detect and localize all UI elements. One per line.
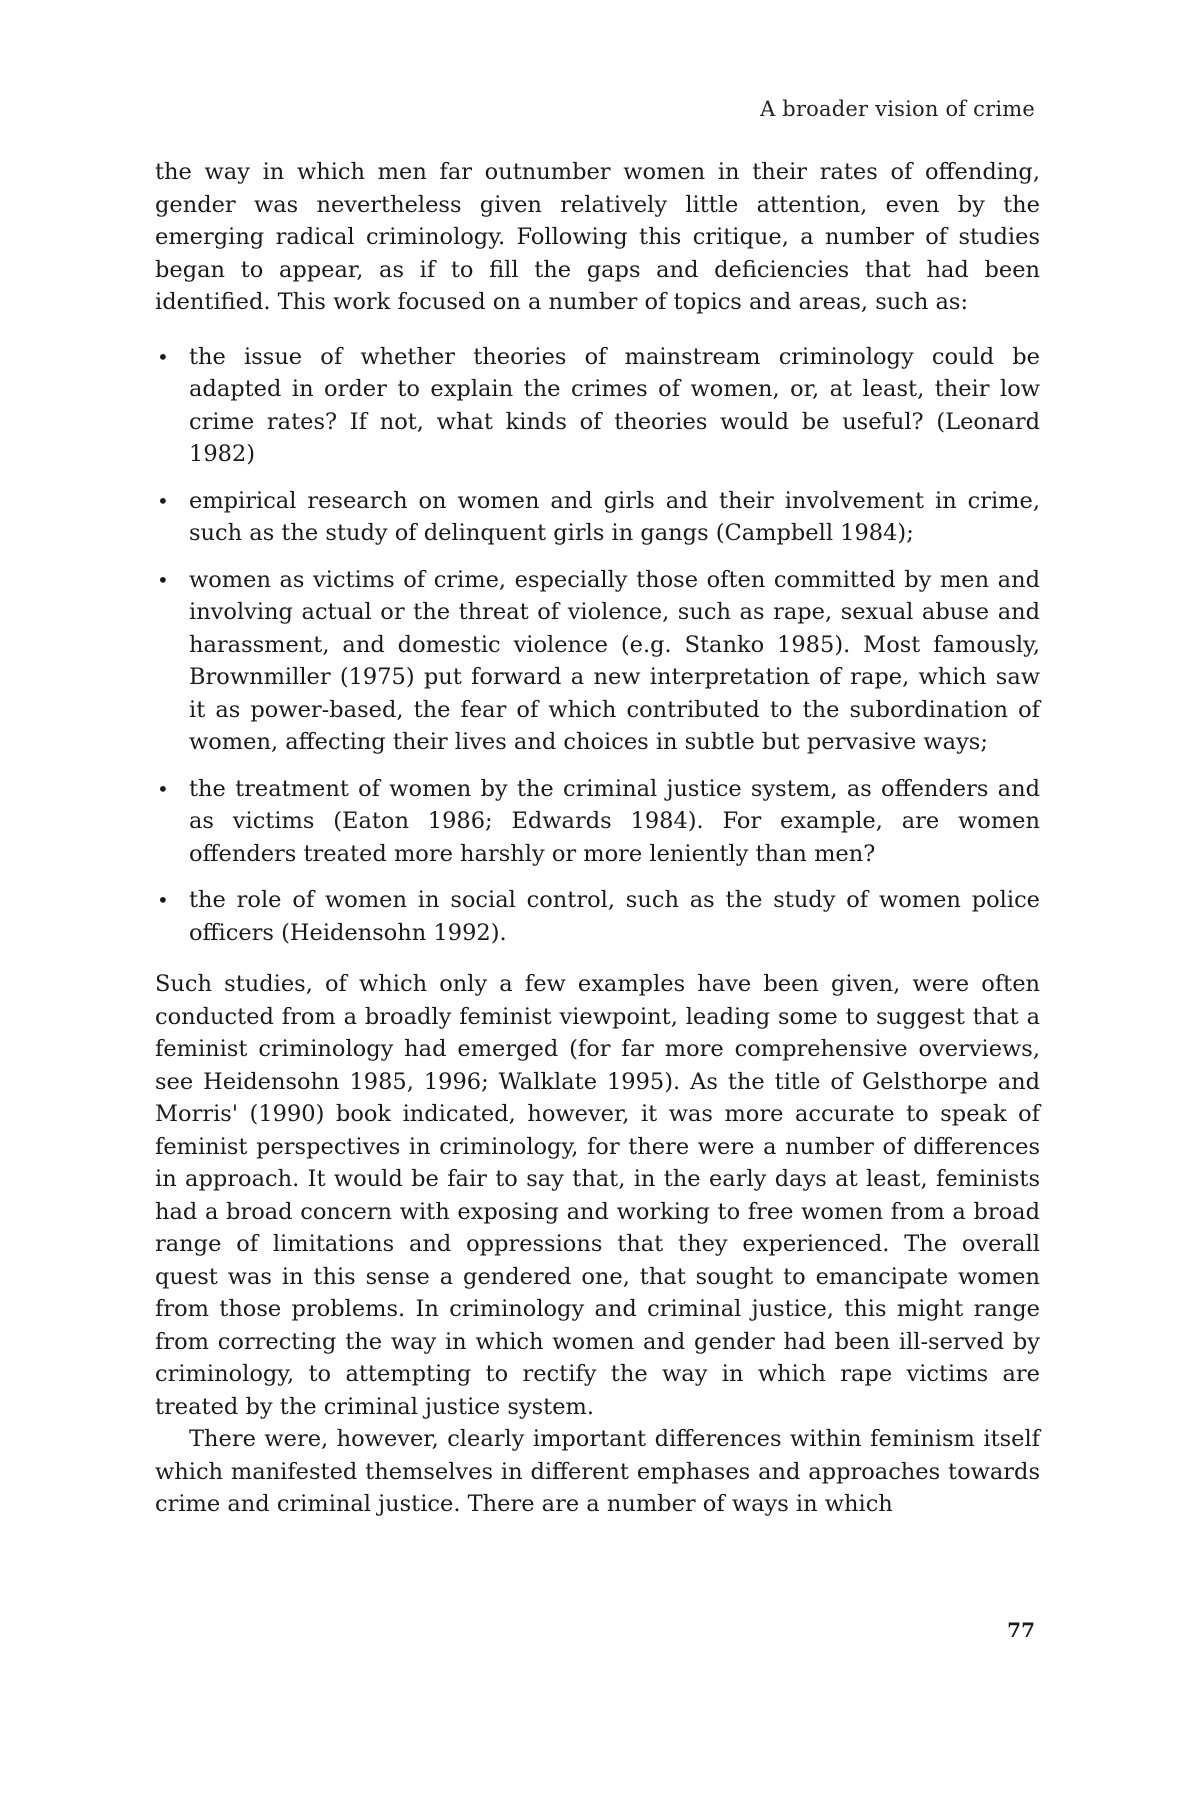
bullet-item: • the treatment of women by the criminal justice system, as offenders and as victims (Eaton 1986; Edwards 1984). For example, are women offenders treated more harshly or more leniently than men? bbox=[155, 773, 1040, 871]
page-number: 77 bbox=[1007, 1618, 1035, 1642]
topics-bullet-list bbox=[155, 341, 1040, 950]
bullet-item: • women as victims of crime, especially those often committed by men and involving actual or the threat of violence, such as rape, sexual abuse and harassment, and domestic violence (e.g. Stanko 1985). Most famously, Brownmiller (1975) put forward a new interpretation of rape, which saw it as power-based, the fear of which contributed to the subordination of women, affecting their lives and choices in subtle but pervasive ways; bbox=[155, 564, 1040, 759]
intro-paragraph: the way in which men far outnumber women in their rates of offending, gender was nevertheless given relatively little attention, even by the emerging radical criminology. Following this critique, a number of studies began to appear, as if to fill the gaps and deficiencies that had been identified. This work focused on a number of topics and areas, such as: bbox=[155, 159, 1040, 315]
differences-paragraph: There were, however, clearly important differences within feminism itself which manifested themselves in different emphases and approaches towards crime and criminal justice. There are a number of ways in which bbox=[155, 1426, 1040, 1517]
bullet-item: • empirical research on women and girls and their involvement in crime, such as the study of delinquent girls in gangs (Campbell 1984); bbox=[155, 485, 1040, 550]
feminist-studies-paragraph: Such studies, of which only a few examples have been given, were often conducted from a broadly feminist viewpoint, leading some to suggest that a feminist criminology had emerged (for far more comprehensive overviews, see Heidensohn 1985, 1996; Walklate 1995). As the title of Gelsthorpe and Morris' (1990) book indicated, however, it was more accurate to speak of feminist perspectives in criminology, for there were a number of differences in approach. It would be fair to say that, in the early days at least, feminists had a broad concern with exposing and working to free women from a broad range of limitations and oppressions that they experienced. The overall quest was in this sense a gendered one, that sought to emancipate women from those problems. In criminology and criminal justice, this might range from correcting the way in which women and gender had been ill-served by criminology, to attempting to rectify the way in which rape victims are treated by the criminal justice system. bbox=[155, 971, 1040, 1420]
page-body bbox=[155, 156, 1040, 1521]
bullet-item: • the issue of whether theories of mainstream criminology could be adapted in order to explain the crimes of women, or, at least, their low crime rates? If not, what kinds of theories would be useful? (Leonard 1982) bbox=[155, 341, 1040, 471]
running-header: A broader vision of crime bbox=[760, 97, 1035, 121]
bullet-item: • the role of women in social control, such as the study of women police officers (Heidensohn 1992). bbox=[155, 884, 1040, 949]
